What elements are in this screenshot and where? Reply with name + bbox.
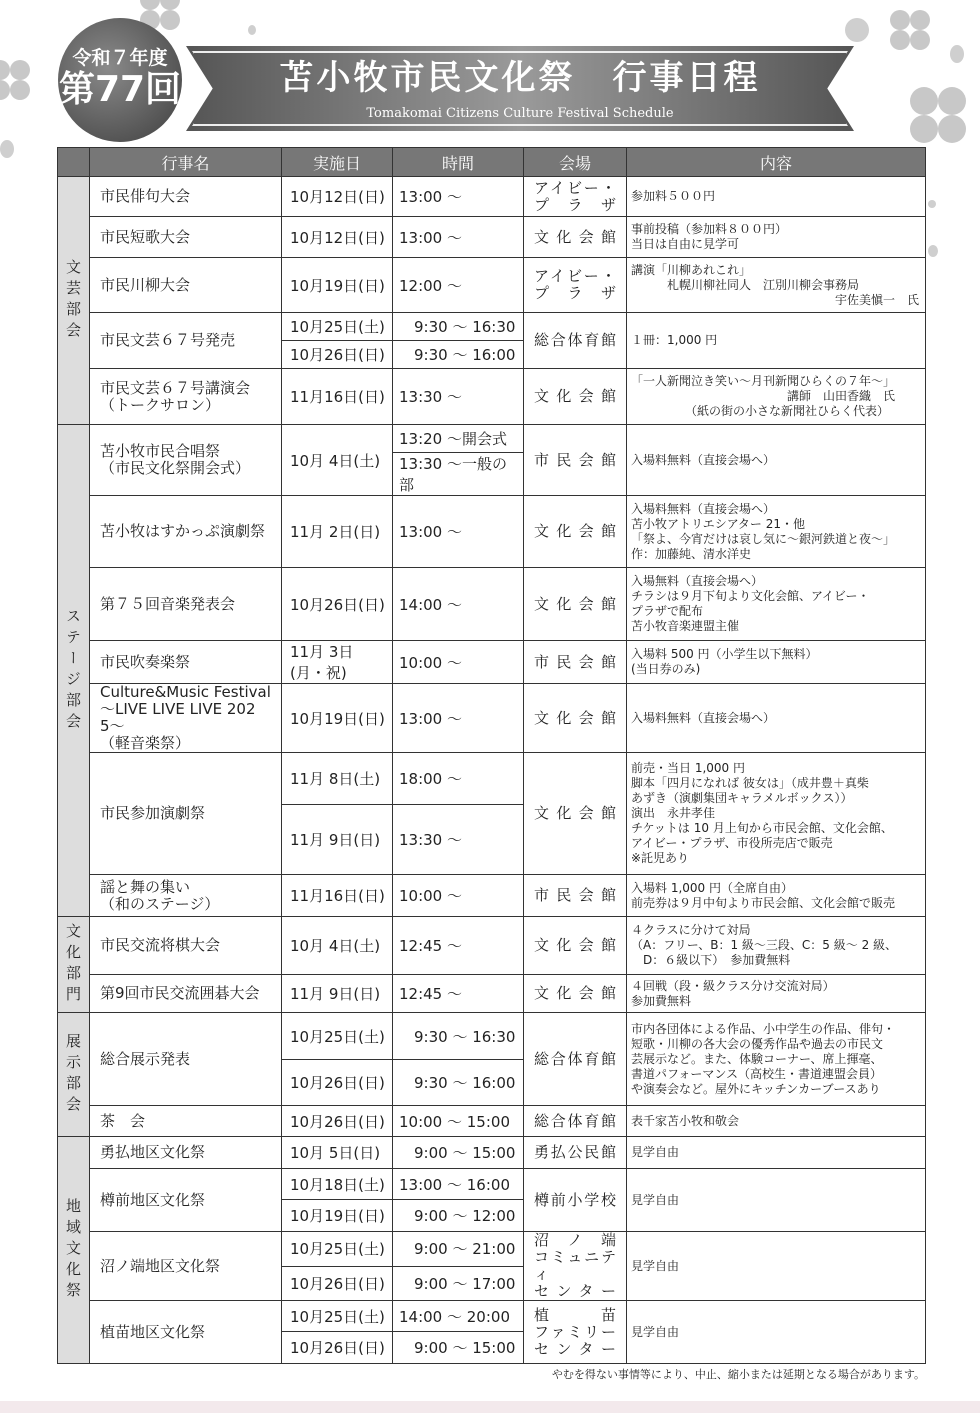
event-content: 事前投稿（参加料８００円） 当日は自由に見学可 [627,217,926,258]
event-time: 10:00 〜 [393,875,524,917]
event-name: 苫小牧はすかっぷ演劇祭 [90,496,282,568]
event-content: 入場無料（直接会場へ） チラシは９月下旬より文化会館、アイビー・ プラザで配布 苫小牧音楽連盟主催 [627,568,926,641]
event-time: 14:00 〜 20:00 [393,1301,524,1332]
event-date: 11月 3日(月・祝) [282,641,393,684]
event-name: 樽前地区文化祭 [90,1169,282,1232]
event-time: 9:00 〜 17:00 [393,1266,524,1301]
table-row [58,1013,926,1060]
header-spacer [58,148,90,177]
event-time: 12:00 〜 [393,258,524,313]
event-venue: 文化会館 [524,917,627,975]
event-venue: 総合体育館 [524,313,627,369]
section-label: 文化部門 [58,917,90,1013]
decor-flower-icon [0,60,30,100]
table-row [58,369,926,425]
event-date: 10月19日(日) [282,258,393,313]
event-content: 見学自由 [627,1169,926,1232]
event-time: 12:45 〜 [393,975,524,1013]
decor-dot [928,200,936,208]
event-venue: 沼ノ端 コミュニティ センター [524,1232,627,1301]
event-time: 9:00 〜 15:00 [393,1332,524,1364]
event-name: 苫小牧市民合唱祭 （市民文化祭開会式） [90,425,282,496]
event-date: 10月26日(日) [282,341,393,369]
event-name: 謡と舞の集い （和のステージ） [90,875,282,917]
event-date: 11月16日(日) [282,369,393,425]
section-label: 文芸部会 [58,177,90,425]
event-time: 9:00 〜 21:00 [393,1232,524,1267]
event-time: 13:00 〜 16:00 [393,1169,524,1200]
event-content: 「一人新聞泣き笑い〜月刊新聞ひらくの７年〜」 講師 山田香織 氏 （紙の街の小さな新聞社ひらく代表） [627,369,926,425]
table-row [58,1301,926,1332]
event-time: 9:30 〜 16:00 [393,341,524,369]
event-time: 10:00 〜 [393,641,524,684]
event-date: 10月18日(土) [282,1169,393,1200]
table-row [58,684,926,753]
event-name: 市民短歌大会 [90,217,282,258]
table-row [58,496,926,568]
event-time: 10:00 〜 15:00 [393,1106,524,1137]
event-name: 総合展示発表 [90,1013,282,1106]
event-time: 9:30 〜 16:30 [393,1013,524,1060]
event-content: 市内各団体による作品、小中学生の作品、俳句・ 短歌・川柳の各大会の優秀作品や過去の市民文 芸展示など。また、体験コーナー、席上揮毫、 書道パフォーマンス（高校生・書道連盟会員） や演奏会など。屋外にキッチンカーブースあり [627,1013,926,1106]
table-row [58,1169,926,1200]
event-name: 第9回市民交流囲碁大会 [90,975,282,1013]
event-name: 市民参加演劇祭 [90,753,282,875]
event-date: 11月 8日(土) [282,753,393,805]
section-label: 展示部会 [58,1013,90,1137]
header-event-name: 行事名 [90,148,282,177]
event-venue: 文化会館 [524,217,627,258]
event-time: 13:30 〜一般の部 [393,453,524,496]
page-title: 苫小牧市民文化祭 行事日程 [279,58,761,98]
event-venue: 文化会館 [524,753,627,875]
event-venue: 植苗 ファミリー センター [524,1301,627,1364]
event-name: 植苗地区文化祭 [90,1301,282,1364]
event-name: 市民川柳大会 [90,258,282,313]
event-time: 12:45 〜 [393,917,524,975]
event-content: 表千家苫小牧和敬会 [627,1106,926,1137]
table-row [58,217,926,258]
header-venue: 会場 [524,148,627,177]
table-row [58,975,926,1013]
event-date: 10月26日(日) [282,1060,393,1106]
event-date: 10月12日(日) [282,177,393,217]
event-time: 13:30 〜 [393,805,524,875]
event-date: 10月26日(日) [282,1332,393,1364]
event-content: 見学自由 [627,1137,926,1169]
event-time: 9:00 〜 15:00 [393,1137,524,1169]
table-row [58,641,926,684]
event-date: 11月 9日(日) [282,975,393,1013]
event-date: 10月 4日(土) [282,917,393,975]
event-date: 11月16日(日) [282,875,393,917]
edition-badge [58,18,182,142]
table-row [58,568,926,641]
event-content: 入場料 1,000 円（全席自由） 前売券は９月中旬より市民会館、文化会館で販売 [627,875,926,917]
event-date: 10月25日(土) [282,1232,393,1267]
schedule-table [57,147,926,1364]
header-time: 時間 [393,148,524,177]
event-time: 14:00 〜 [393,568,524,641]
event-content: １冊：1,000 円 [627,313,926,369]
event-venue: 市民会館 [524,425,627,496]
table-row [58,753,926,805]
table-row [58,1106,926,1137]
event-content: 入場料無料（直接会場へ） [627,684,926,753]
event-name: 茶 会 [90,1106,282,1137]
event-time: 13:00 〜 [393,217,524,258]
event-name: 市民文芸６７号発売 [90,313,282,369]
event-date: 10月25日(土) [282,1301,393,1332]
table-row [58,1232,926,1267]
event-time: 13:30 〜 [393,369,524,425]
event-time: 13:20 〜開会式 [393,425,524,453]
event-content: 見学自由 [627,1301,926,1364]
table-row [58,875,926,917]
schedule-section [57,0,925,1413]
event-name: 第７５回音楽発表会 [90,568,282,641]
section-label: ステージ部会 [58,425,90,917]
event-time: 18:00 〜 [393,753,524,805]
event-name: 沼ノ端地区文化祭 [90,1232,282,1301]
page-subtitle: Tomakomai Citizens Culture Festival Schedule [366,106,674,121]
event-venue: 樽前小学校 [524,1169,627,1232]
table-row [58,258,926,313]
badge-edition: 第77回 [58,69,182,110]
event-time: 9:30 〜 16:00 [393,1060,524,1106]
event-date: 10月19日(日) [282,684,393,753]
decor-dot [950,45,964,63]
event-date: 10月19日(日) [282,1200,393,1232]
event-content: 前売・当日 1,000 円 脚本「四月になれば 彼女は」（成井豊＋真柴 あずき（演劇集団キャラメルボックス）） 演出 永井孝佳 チケットは 10 月上旬から市民会館、文化会館、 アイビー・プラザ、市役所売店で販売 ※託児あり [627,753,926,875]
event-name: 勇払地区文化祭 [90,1137,282,1169]
event-content: 入場料無料（直接会場へ） [627,425,926,496]
event-date: 10月26日(日) [282,1266,393,1301]
event-content: 入場料 500 円（小学生以下無料） (当日券のみ) [627,641,926,684]
event-venue: 市民会館 [524,875,627,917]
event-date: 11月 2日(日) [282,496,393,568]
event-venue: 文化会館 [524,369,627,425]
event-venue: 総合体育館 [524,1013,627,1106]
event-venue: アイビー・ プラザ [524,177,627,217]
event-date: 10月26日(日) [282,568,393,641]
event-name: 市民交流将棋大会 [90,917,282,975]
event-date: 10月25日(土) [282,313,393,341]
event-venue: 文化会館 [524,496,627,568]
event-content: ４回戦（段・級クラス分け交流対局） 参加費無料 [627,975,926,1013]
event-date: 10月 5日(日) [282,1137,393,1169]
event-date: 10月26日(日) [282,1106,393,1137]
event-content: 参加料５００円 [627,177,926,217]
table-row [58,177,926,217]
section-label: 地域文化祭 [58,1137,90,1364]
event-name: 市民文芸６７号講演会 （トークサロン） [90,369,282,425]
footnote: やむを得ない事情等により、中止、縮小または延期となる場合があります。 [551,1368,925,1381]
event-time: 13:00 〜 [393,684,524,753]
event-time: 9:00 〜 12:00 [393,1200,524,1232]
event-venue: 市民会館 [524,641,627,684]
decor-dot [0,140,14,158]
header-date: 実施日 [282,148,393,177]
event-venue: 文化会館 [524,975,627,1013]
table-row [58,1137,926,1169]
event-content: 講演「川柳あれこれ」 札幌川柳社同人 江別川柳会事務局 宇佐美愼一 氏 [627,258,926,313]
event-venue: アイビー・ プラザ [524,258,627,313]
event-content: ４クラスに分けて対局 （A：フリー、B：1 級〜三段、C：5 級〜 2 級、 D：６級以下） 参加費無料 [627,917,926,975]
event-date: 10月25日(土) [282,1013,393,1060]
table-header-row [58,148,926,177]
table-row [58,917,926,975]
event-time: 13:00 〜 [393,177,524,217]
event-date: 11月 9日(日) [282,805,393,875]
table-row [58,425,926,453]
decor-dot [928,245,938,257]
header-content: 内容 [627,148,926,177]
event-time: 9:30 〜 16:30 [393,313,524,341]
event-venue: 勇払公民館 [524,1137,627,1169]
event-name: Culture&Music Festival 〜LIVE LIVE LIVE 2025〜 （軽音楽祭） [90,684,282,753]
event-venue: 文化会館 [524,568,627,641]
event-venue: 総合体育館 [524,1106,627,1137]
event-content: 見学自由 [627,1232,926,1301]
bottom-bar [0,1401,980,1413]
table-row [58,313,926,341]
event-name: 市民俳句大会 [90,177,282,217]
event-content: 入場料無料（直接会場へ） 苫小牧アトリエシアター 21・他 「祭よ、今宵だけは哀し気に〜銀河鉄道と夜〜」 作：加藤純、清水洋史 [627,496,926,568]
event-name: 市民吹奏楽祭 [90,641,282,684]
event-venue: 文化会館 [524,684,627,753]
event-date: 10月 4日(土) [282,425,393,496]
badge-year: 令和７年度 [72,47,168,69]
event-time: 13:00 〜 [393,496,524,568]
event-date: 10月12日(日) [282,217,393,258]
